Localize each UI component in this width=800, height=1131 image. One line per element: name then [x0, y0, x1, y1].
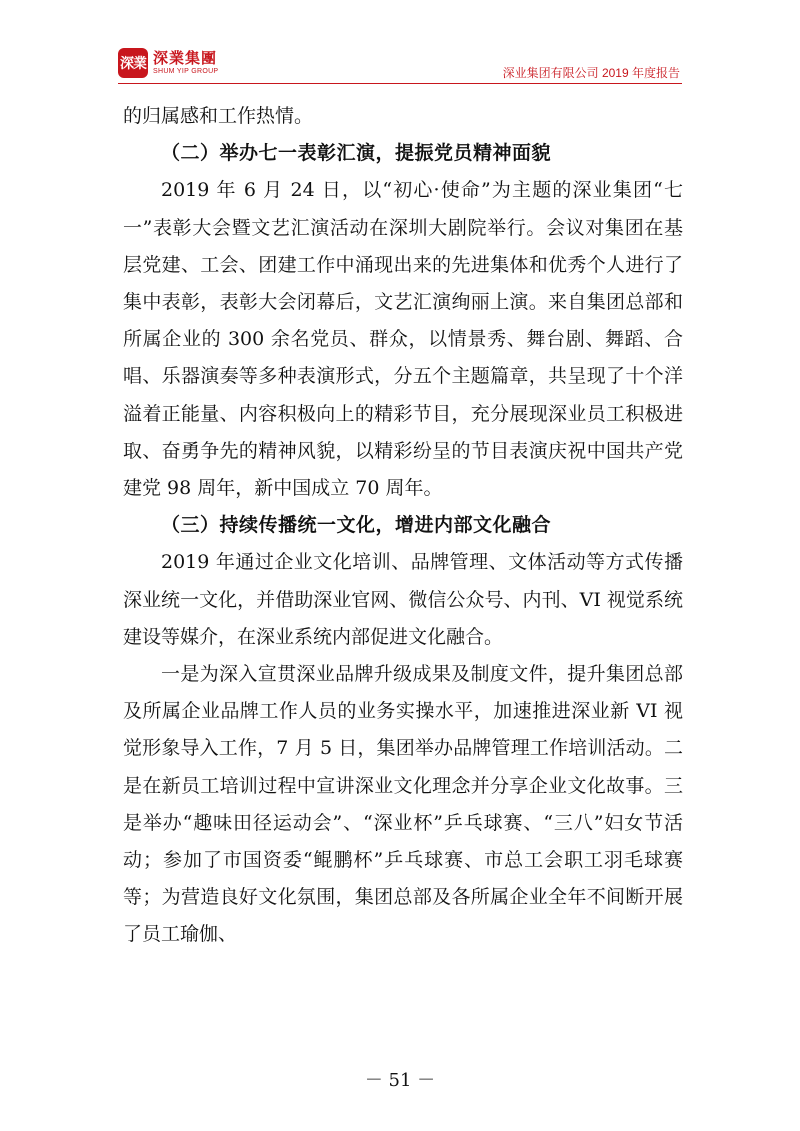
section-heading-2: （二）举办七一表彰汇演，提振党员精神面貌 [161, 142, 552, 165]
company-logo [118, 48, 218, 78]
logo-chinese-name: 深業集團 [153, 49, 218, 67]
section-heading-3: （三）持续传播统一文化，增进内部文化融合 [161, 514, 552, 537]
paragraph-continuation: 的归属感和工作热情。 [123, 105, 314, 127]
logo-wordmark [153, 50, 218, 76]
logo-english-name: SHUM YIP GROUP [153, 68, 219, 75]
page-number: － 51 － [364, 1070, 436, 1091]
logo-badge: 深業 [118, 48, 148, 78]
paragraph-july-first-event: 2019 年 6 月 24 日，以“初心·使命”为主题的深业集团“七一”表彰大会暨文艺汇演活动在深圳大剧院举行。会议对集团在基层党建、工会、团建工作中涌现出来的先进集体和优秀个人进行了集中表彰，表彰大会闭幕后，文艺汇演绚丽上演。来自集团总部和所属企业的 300 余名党员、群众，以情景秀、舞台剧、舞蹈、合唱、乐器演奏等多种表演形式，分五个主题篇章，共呈现了十个洋溢着正能量、内容积极向上的精彩节目，充分展现深业员工积极进取、奋勇争先的精神风貌，以精彩纷呈的节目表演庆祝中国共产党建党 98 周年，新中国成立 70 周年。 [123, 179, 683, 500]
paragraph-unified-culture: 2019 年通过企业文化培训、品牌管理、文体活动等方式传播深业统一文化，并借助深业官网、微信公众号、内刊、VI 视觉系统建设等媒介，在深业系统内部促进文化融合。 [123, 551, 683, 648]
body-text [123, 98, 683, 954]
header-divider [118, 83, 682, 84]
report-title: 深业集团有限公司 2019 年度报告 [502, 66, 680, 80]
paragraph-culture-activities: 一是为深入宣贯深业品牌升级成果及制度文件，提升集团总部及所属企业品牌工作人员的业务实操水平，加速推进深业新 VI 视觉形象导入工作，7 月 5 日，集团举办品牌管理工作培训活动。二是在新员工培训过程中宣讲深业文化理念并分享企业文化故事。三是举办“趣味田径运动会”、“深业杯”乒乓球赛、“三八”妇女节活动；参加了市国资委“鲲鹏杯”乒乓球赛、市总工会职工羽毛球赛等；为营造良好文化氛围，集团总部及各所属企业全年不间断开展了员工瑜伽、 [123, 663, 683, 946]
